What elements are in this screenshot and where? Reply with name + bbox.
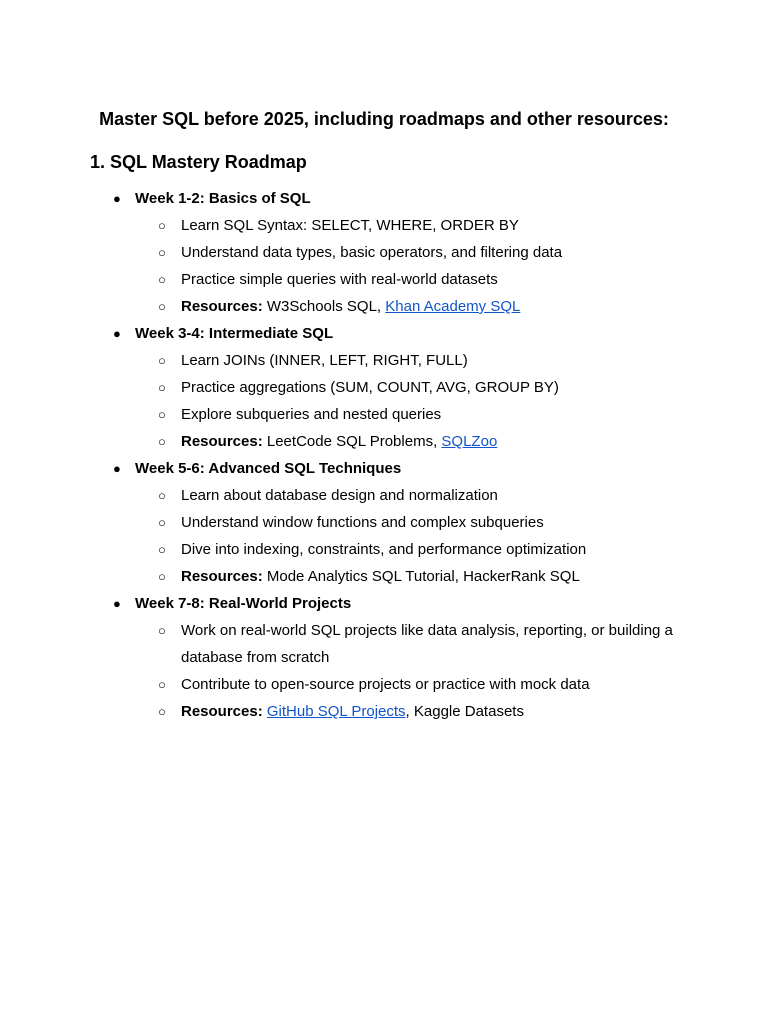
item-text: Learn about database design and normalization — [181, 487, 498, 504]
week-item — [0, 590, 768, 725]
circle-bullet-icon: ○ — [158, 623, 166, 638]
week-title: Week 1-2: Basics of SQL — [135, 190, 311, 207]
circle-bullet-icon: ○ — [158, 380, 166, 395]
list-item — [0, 347, 768, 374]
circle-bullet-icon: ○ — [158, 515, 166, 530]
item-text: Practice aggregations (SUM, COUNT, AVG, GROUP BY) — [181, 379, 559, 396]
week-item — [0, 320, 768, 455]
bullet-icon: ● — [113, 461, 121, 476]
week-row — [0, 590, 768, 617]
list-item — [0, 509, 768, 536]
circle-bullet-icon: ○ — [158, 218, 166, 233]
document-title: Master SQL before 2025, including roadmaps and other resources: — [99, 109, 669, 129]
week-sublist — [0, 212, 768, 320]
item-text: Practice simple queries with real-world datasets — [181, 271, 498, 288]
circle-bullet-icon: ○ — [158, 407, 166, 422]
resources-pre: W3Schools SQL, — [262, 298, 386, 315]
week-title: Week 7-8: Real-World Projects — [135, 595, 352, 612]
resources-label: Resources: — [181, 298, 263, 315]
list-item — [0, 671, 768, 698]
week-row — [0, 320, 768, 347]
week-item — [0, 455, 768, 590]
resources-item — [0, 563, 768, 590]
resources-label: Resources: — [181, 433, 263, 450]
list-item — [0, 401, 768, 428]
item-text: Explore subqueries and nested queries — [181, 406, 442, 423]
circle-bullet-icon: ○ — [158, 569, 166, 584]
list-item — [0, 266, 768, 293]
week-sublist — [0, 617, 768, 725]
bullet-icon: ● — [113, 326, 121, 341]
circle-bullet-icon: ○ — [158, 245, 166, 260]
resources-text — [181, 698, 691, 725]
circle-bullet-icon: ○ — [158, 272, 166, 287]
item-text: Work on real-world SQL projects like data analysis, reporting, or building a database from scratch — [181, 622, 673, 666]
circle-bullet-icon: ○ — [158, 434, 166, 449]
resources-pre: Mode Analytics SQL Tutorial, HackerRank SQL — [262, 568, 580, 585]
list-item — [0, 536, 768, 563]
week-title: Week 3-4: Intermediate SQL — [135, 325, 334, 342]
circle-bullet-icon: ○ — [158, 677, 166, 692]
item-text: Dive into indexing, constraints, and performance optimization — [181, 541, 587, 558]
list-item — [0, 239, 768, 266]
item-text: Learn JOINs (INNER, LEFT, RIGHT, FULL) — [181, 352, 468, 369]
resources-label: Resources: — [181, 568, 263, 585]
week-sublist — [0, 347, 768, 455]
circle-bullet-icon: ○ — [158, 542, 166, 557]
khan-academy-sql-link[interactable]: Khan Academy SQL — [385, 298, 521, 315]
resources-label: Resources: — [181, 703, 263, 720]
circle-bullet-icon: ○ — [158, 353, 166, 368]
list-item — [0, 212, 768, 239]
section-heading: 1. SQL Mastery Roadmap — [90, 152, 307, 172]
item-text: Learn SQL Syntax: SELECT, WHERE, ORDER BY — [181, 217, 519, 234]
list-item — [0, 482, 768, 509]
circle-bullet-icon: ○ — [158, 704, 166, 719]
item-text: Understand data types, basic operators, and filtering data — [181, 244, 563, 261]
resources-post: , Kaggle Datasets — [405, 703, 524, 720]
roadmap-list — [0, 185, 768, 725]
resources-item — [0, 698, 768, 725]
resources-text — [181, 428, 691, 455]
week-title: Week 5-6: Advanced SQL Techniques — [135, 460, 402, 477]
resources-item — [0, 428, 768, 455]
github-sql-projects-link[interactable]: GitHub SQL Projects — [266, 703, 406, 720]
week-row — [0, 455, 768, 482]
resources-text — [181, 563, 691, 590]
week-item — [0, 185, 768, 320]
week-sublist — [0, 482, 768, 590]
resources-item — [0, 293, 768, 320]
list-item — [0, 617, 768, 671]
resources-pre: LeetCode SQL Problems, — [262, 433, 442, 450]
resources-text — [181, 293, 691, 320]
circle-bullet-icon: ○ — [158, 488, 166, 503]
bullet-icon: ● — [113, 596, 121, 611]
circle-bullet-icon: ○ — [158, 299, 166, 314]
item-text: Understand window functions and complex subqueries — [181, 514, 544, 531]
sqlzoo-link[interactable]: SQLZoo — [441, 433, 498, 450]
list-item — [0, 374, 768, 401]
item-text: Contribute to open-source projects or practice with mock data — [181, 676, 590, 693]
week-row — [0, 185, 768, 212]
bullet-icon: ● — [113, 191, 121, 206]
